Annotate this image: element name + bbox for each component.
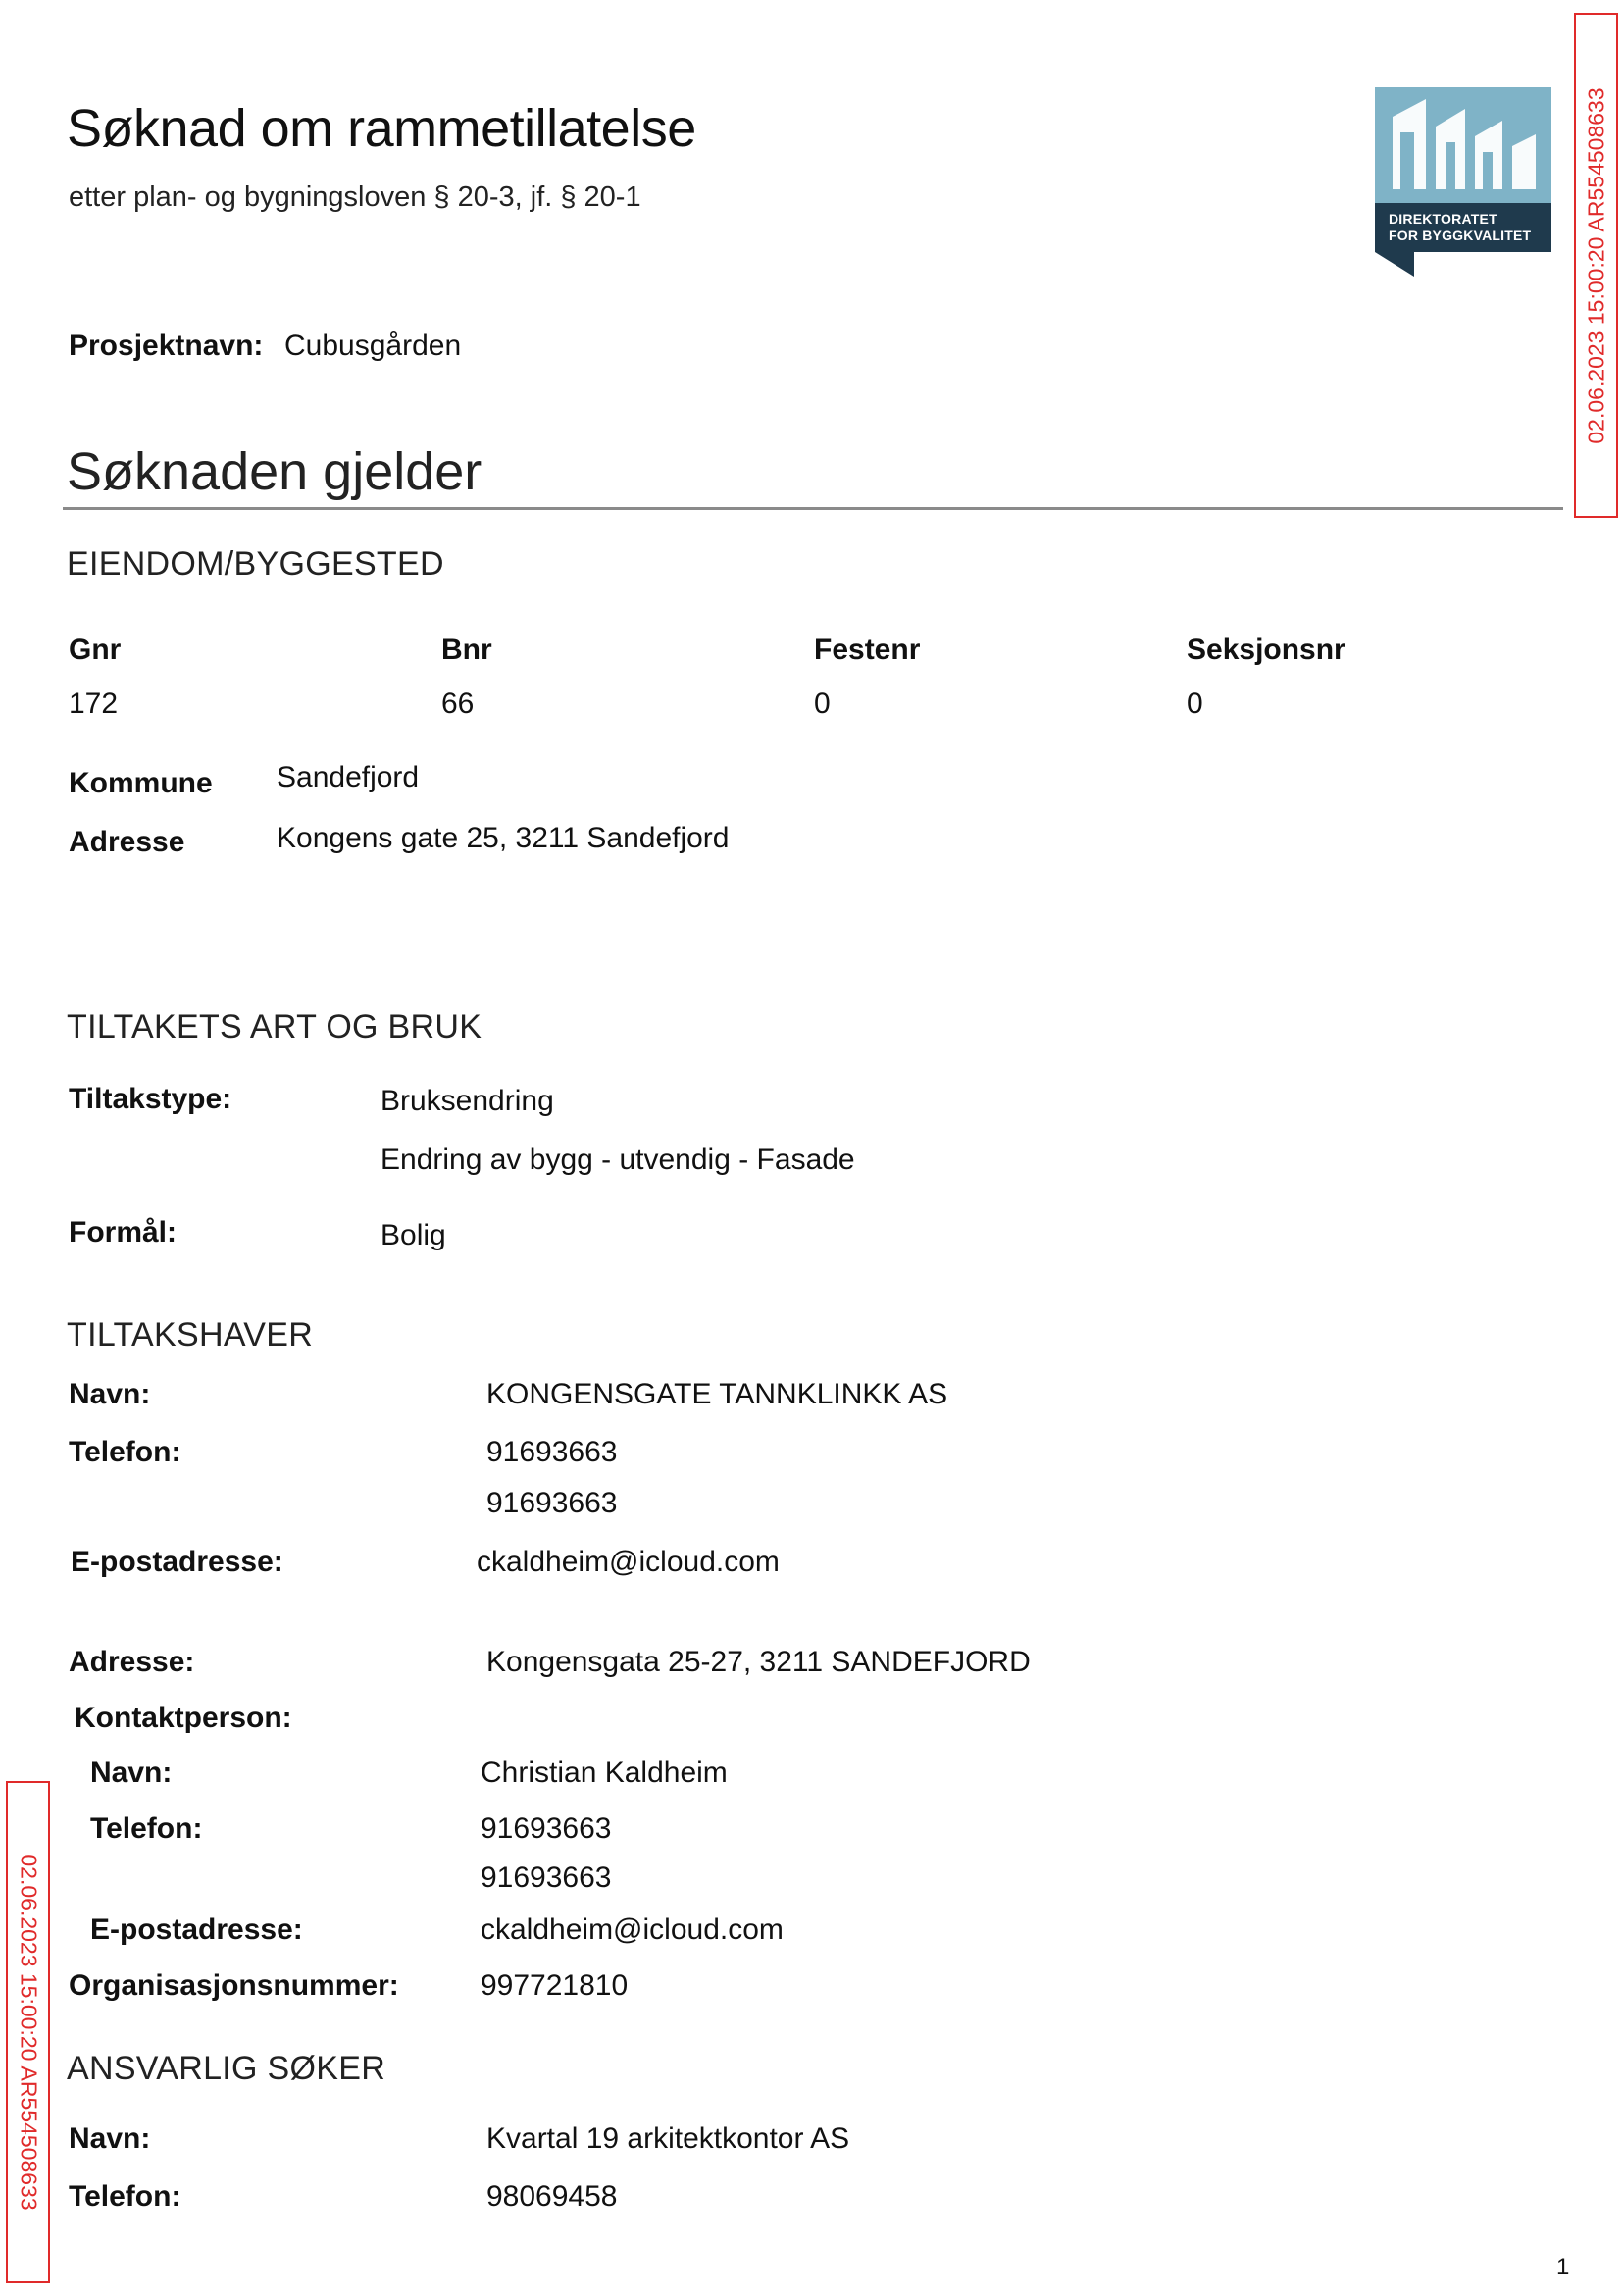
festenr-label: Festenr: [814, 634, 921, 666]
festenr-value: 0: [814, 688, 831, 720]
received-stamp-text: 02.06.2023 15:00:20 AR554508633: [1583, 86, 1608, 444]
tiltakstype-value-1: Bruksendring: [381, 1085, 554, 1117]
orgnr-label: Organisasjonsnummer:: [69, 1969, 399, 2002]
kontakt-telefon-value-1: 91693663: [481, 1812, 612, 1845]
dibk-logo-graphic: [1375, 87, 1551, 277]
kontakt-telefon-value-2: 91693663: [481, 1861, 612, 1894]
section-title: Søknaden gjelder: [67, 442, 482, 501]
formal-label: Formål:: [69, 1216, 178, 1249]
seksjonsnr-value: 0: [1187, 688, 1203, 720]
seksjonsnr-label: Seksjonsnr: [1187, 634, 1345, 666]
page-number: 1: [1556, 2254, 1570, 2280]
adresse-value: Kongens gate 25, 3211 Sandefjord: [277, 822, 730, 854]
tiltakshaver-epost-label: E-postadresse:: [71, 1546, 283, 1578]
tiltak-heading: TILTAKETS ART OG BRUK: [67, 1008, 482, 1045]
project-name-label: Prosjektnavn:: [69, 330, 264, 362]
document-subtitle: etter plan- og bygningsloven § 20-3, jf. § 20-1: [69, 181, 641, 213]
adresse-label: Adresse: [69, 826, 185, 858]
tiltakstype-label: Tiltakstype:: [69, 1083, 232, 1115]
ansvarlig-heading: ANSVARLIG SØKER: [67, 2050, 386, 2087]
gnr-label: Gnr: [69, 634, 122, 666]
received-stamp-side: [6, 1781, 50, 2283]
tiltakshaver-heading: TILTAKSHAVER: [67, 1316, 314, 1353]
ansvarlig-navn-value: Kvartal 19 arkitektkontor AS: [486, 2122, 850, 2155]
kontaktperson-label: Kontaktperson:: [75, 1702, 292, 1734]
kommune-label: Kommune: [69, 767, 213, 799]
ansvarlig-telefon-label: Telefon:: [69, 2180, 181, 2213]
tiltakstype-value-2: Endring av bygg - utvendig - Fasade: [381, 1144, 855, 1176]
logo-text-line1: DIREKTORATET: [1389, 211, 1497, 227]
kontakt-epost-label: E-postadresse:: [90, 1913, 303, 1946]
dibk-logo: [1375, 87, 1551, 277]
ansvarlig-navn-label: Navn:: [69, 2122, 151, 2155]
tiltakshaver-navn-value: KONGENSGATE TANNKLINKK AS: [486, 1378, 948, 1410]
ansvarlig-telefon-value: 98069458: [486, 2180, 618, 2213]
tiltakshaver-navn-label: Navn:: [69, 1378, 151, 1410]
kontakt-telefon-label: Telefon:: [90, 1812, 203, 1845]
document-title: Søknad om rammetillatelse: [67, 99, 696, 158]
bnr-label: Bnr: [441, 634, 492, 666]
kontakt-navn-value: Christian Kaldheim: [481, 1757, 728, 1789]
tiltakshaver-epost-value: ckaldheim@icloud.com: [477, 1546, 780, 1578]
logo-text-line2: FOR BYGGKVALITET: [1389, 228, 1532, 243]
received-stamp-top: [1574, 13, 1618, 518]
received-stamp-text: 02.06.2023 15:00:20 AR554508633: [16, 1854, 41, 2211]
project-name-value: Cubusgården: [284, 330, 462, 362]
bnr-value: 66: [441, 688, 475, 720]
eiendom-heading: EIENDOM/BYGGESTED: [67, 545, 444, 583]
formal-value: Bolig: [381, 1219, 446, 1251]
section-divider: [63, 507, 1563, 510]
orgnr-value: 997721810: [481, 1969, 629, 2002]
kontakt-navn-label: Navn:: [90, 1757, 173, 1789]
tiltakshaver-adresse-label: Adresse:: [69, 1646, 195, 1678]
tiltakshaver-telefon-value-2: 91693663: [486, 1487, 618, 1519]
kontakt-epost-value: ckaldheim@icloud.com: [481, 1913, 784, 1946]
gnr-value: 172: [69, 688, 119, 720]
kommune-value: Sandefjord: [277, 761, 420, 793]
tiltakshaver-telefon-label: Telefon:: [69, 1436, 181, 1468]
tiltakshaver-telefon-value-1: 91693663: [486, 1436, 618, 1468]
tiltakshaver-adresse-value: Kongensgata 25-27, 3211 SANDEFJORD: [486, 1646, 1031, 1678]
